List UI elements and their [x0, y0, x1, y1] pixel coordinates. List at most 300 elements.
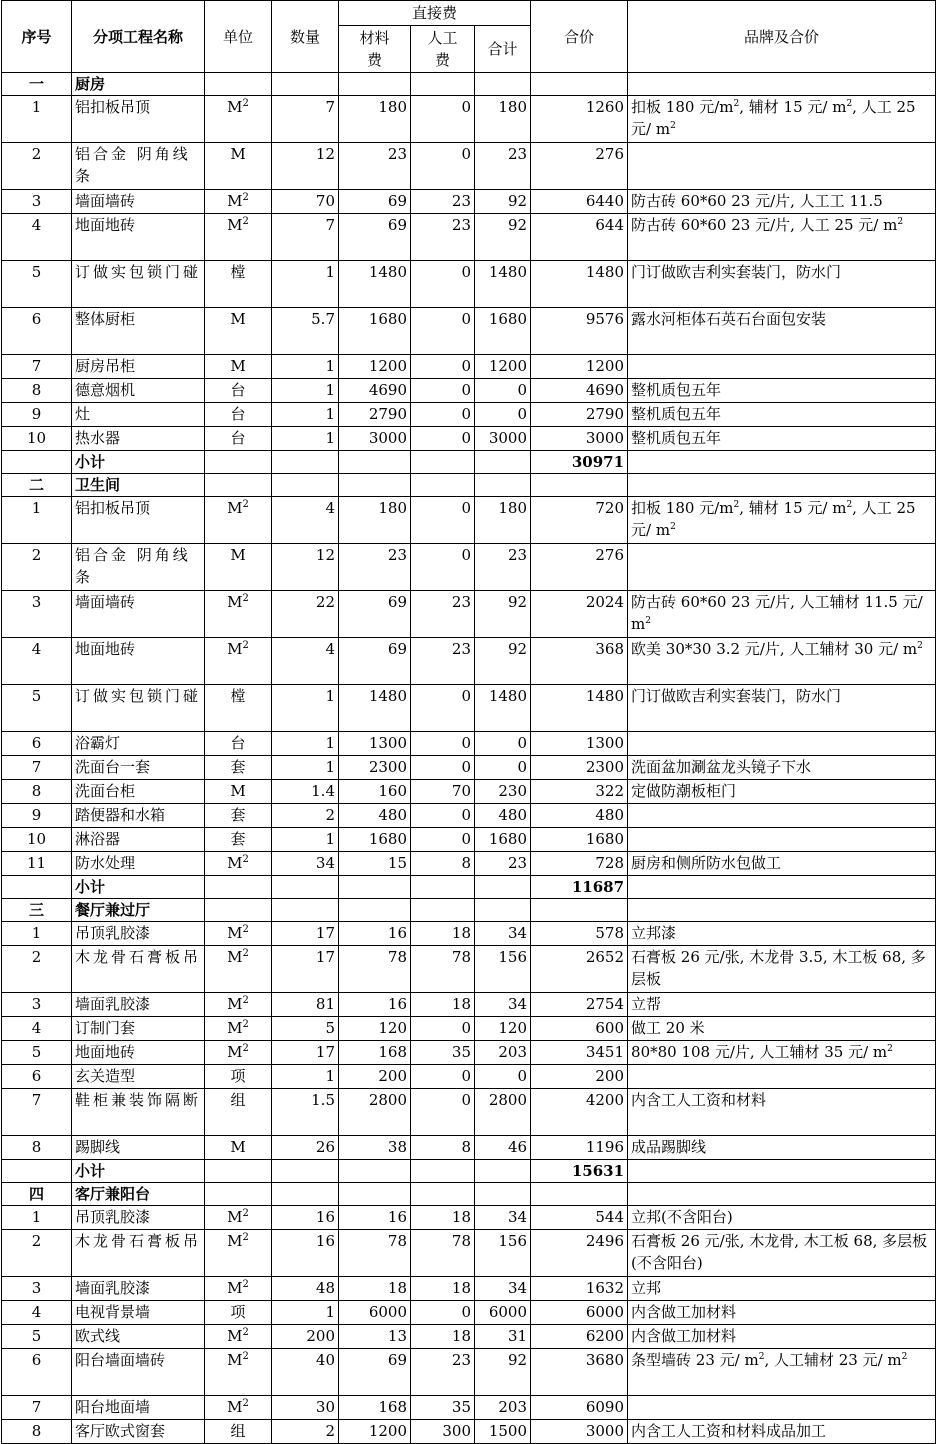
empty-cell: [272, 1183, 339, 1206]
item-material: 160: [339, 780, 411, 804]
item-name: 防水处理: [72, 852, 205, 876]
item-name: 铝合金 阴角线条: [72, 143, 205, 190]
item-brand: 厨房和侧所防水包做工: [628, 852, 936, 876]
item-name: 地面地砖: [72, 214, 205, 261]
empty-cell: [411, 474, 475, 497]
item-sum: 203: [475, 1396, 531, 1420]
item-labor: 0: [411, 308, 475, 355]
item-name: 地面地砖: [72, 1041, 205, 1065]
item-qty: 16: [272, 1206, 339, 1230]
item-price: 1300: [531, 732, 628, 756]
empty-cell: [531, 1183, 628, 1206]
item-price: 1480: [531, 685, 628, 732]
item-price: 6090: [531, 1396, 628, 1420]
item-unit: [205, 1089, 272, 1136]
item-unit: [205, 828, 272, 852]
item-no: 6: [2, 1349, 72, 1396]
empty-cell: [339, 474, 411, 497]
item-qty: 17: [272, 1041, 339, 1065]
item-unit-text: M: [230, 782, 246, 800]
item-unit: [205, 685, 272, 732]
item-row: [2, 261, 936, 308]
item-qty: 1: [272, 685, 339, 732]
item-qty: 200: [272, 1325, 339, 1349]
empty-cell: [628, 451, 936, 474]
item-sum: 1680: [475, 828, 531, 852]
item-unit: [205, 1017, 272, 1041]
item-material: 2300: [339, 756, 411, 780]
item-labor: 70: [411, 780, 475, 804]
item-row: [2, 685, 936, 732]
item-no: 6: [2, 308, 72, 355]
item-row: [2, 1206, 936, 1230]
item-material: 78: [339, 1230, 411, 1277]
item-name: 木龙骨石膏板吊: [72, 1230, 205, 1277]
item-unit: [205, 143, 272, 190]
item-qty: 1: [272, 379, 339, 403]
item-labor: 0: [411, 1089, 475, 1136]
item-sum: 3000: [475, 427, 531, 451]
section-row: [2, 1183, 936, 1206]
item-no: 2: [2, 946, 72, 993]
item-unit-text: M: [227, 1232, 243, 1250]
item-unit-text: M: [227, 216, 243, 234]
item-unit: [205, 1206, 272, 1230]
item-material: 1680: [339, 308, 411, 355]
item-qty: 1: [272, 1301, 339, 1325]
item-price: 6000: [531, 1301, 628, 1325]
item-brand: 立帮: [628, 993, 936, 1017]
empty-cell: [475, 876, 531, 899]
item-material: 16: [339, 1206, 411, 1230]
item-name: 洗面台一套: [72, 756, 205, 780]
item-sum: 0: [475, 732, 531, 756]
item-row: [2, 544, 936, 591]
item-row: [2, 403, 936, 427]
item-unit: [205, 1325, 272, 1349]
item-sum: 0: [475, 1065, 531, 1089]
item-price: 2652: [531, 946, 628, 993]
item-row: [2, 1349, 936, 1396]
item-sum: 34: [475, 1206, 531, 1230]
item-unit: [205, 1420, 272, 1444]
item-no: 3: [2, 190, 72, 214]
subtotal-value: 15631: [531, 1160, 628, 1183]
item-brand: 内含工人工资和材料成品加工: [628, 1420, 936, 1444]
item-no: 9: [2, 403, 72, 427]
item-unit: [205, 1396, 272, 1420]
item-unit-sup: 2: [242, 1327, 249, 1338]
item-unit-text: 台: [230, 405, 246, 423]
item-no: 5: [2, 685, 72, 732]
item-price: 3000: [531, 427, 628, 451]
item-no: 9: [2, 804, 72, 828]
item-qty: 1: [272, 403, 339, 427]
item-qty: 5: [272, 1017, 339, 1041]
header-qty: 数量: [272, 1, 339, 73]
item-unit: [205, 497, 272, 544]
item-brand: 内含工人工资和材料: [628, 1089, 936, 1136]
item-material: 1300: [339, 732, 411, 756]
item-name: 踢脚线: [72, 1136, 205, 1160]
item-unit-text: 樘: [230, 263, 246, 281]
item-price: 276: [531, 143, 628, 190]
item-material: 168: [339, 1041, 411, 1065]
item-no: 7: [2, 355, 72, 379]
section-no: 二: [2, 474, 72, 497]
item-labor: 78: [411, 946, 475, 993]
empty-cell: [411, 876, 475, 899]
item-qty: 17: [272, 946, 339, 993]
item-material: 3000: [339, 427, 411, 451]
item-brand: [628, 1396, 936, 1420]
item-sum: 1480: [475, 685, 531, 732]
item-qty: 70: [272, 190, 339, 214]
item-unit-text: M: [227, 593, 243, 611]
item-brand: [628, 804, 936, 828]
item-unit-text: M: [230, 546, 246, 564]
item-unit-sup: 2: [242, 948, 249, 959]
item-no: 2: [2, 544, 72, 591]
item-brand: 防古砖 60*60 23 元/片, 人工工 11.5: [628, 190, 936, 214]
item-row: [2, 1065, 936, 1089]
item-unit: [205, 1301, 272, 1325]
section-no: 三: [2, 899, 72, 922]
item-sum: 180: [475, 497, 531, 544]
item-price: 3451: [531, 1041, 628, 1065]
item-row: [2, 190, 936, 214]
item-labor: 23: [411, 214, 475, 261]
empty-cell: [411, 899, 475, 922]
item-unit-text: M: [227, 854, 243, 872]
item-no: 8: [2, 1136, 72, 1160]
item-qty: 1: [272, 355, 339, 379]
item-brand: 防古砖 60*60 23 元/片, 人工辅材 11.5 元/ $m^2$: [628, 591, 936, 638]
item-no: 4: [2, 638, 72, 685]
item-unit-sup: 2: [242, 98, 249, 109]
item-unit: [205, 922, 272, 946]
empty-cell: [272, 899, 339, 922]
item-price: 1200: [531, 355, 628, 379]
item-row: [2, 1420, 936, 1444]
empty-cell: [272, 1160, 339, 1183]
empty-cell: [628, 1160, 936, 1183]
empty-cell: [205, 451, 272, 474]
item-row: [2, 732, 936, 756]
item-name: 整体厨柜: [72, 308, 205, 355]
item-material: 23: [339, 143, 411, 190]
item-name: 阳台墙面墙砖: [72, 1349, 205, 1396]
item-qty: 1.4: [272, 780, 339, 804]
item-price: 2754: [531, 993, 628, 1017]
item-row: [2, 1017, 936, 1041]
item-name: 阳台地面墙: [72, 1396, 205, 1420]
item-no: 3: [2, 993, 72, 1017]
item-labor: 8: [411, 852, 475, 876]
empty-cell: [2, 451, 72, 474]
empty-cell: [628, 1183, 936, 1206]
item-unit-text: 台: [230, 429, 246, 447]
item-sum: 203: [475, 1041, 531, 1065]
empty-cell: [475, 73, 531, 96]
item-no: 10: [2, 427, 72, 451]
item-brand: 80*80 108 元/片, 人工辅材 35 元/ $m^2$: [628, 1041, 936, 1065]
empty-cell: [628, 474, 936, 497]
item-name: 热水器: [72, 427, 205, 451]
item-name: 客厅欧式窗套: [72, 1420, 205, 1444]
item-row: [2, 1041, 936, 1065]
item-material: 13: [339, 1325, 411, 1349]
item-no: 10: [2, 828, 72, 852]
item-price: 2496: [531, 1230, 628, 1277]
item-qty: 12: [272, 544, 339, 591]
item-unit: [205, 804, 272, 828]
item-unit-sup: 2: [242, 854, 249, 865]
item-labor: 18: [411, 993, 475, 1017]
item-row: [2, 828, 936, 852]
item-material: 23: [339, 544, 411, 591]
empty-cell: [411, 451, 475, 474]
item-sum: 156: [475, 1230, 531, 1277]
item-unit: [205, 591, 272, 638]
item-qty: 12: [272, 143, 339, 190]
item-qty: 17: [272, 922, 339, 946]
item-unit-text: 套: [230, 758, 246, 776]
item-labor: 18: [411, 922, 475, 946]
item-no: 5: [2, 1041, 72, 1065]
item-price: 480: [531, 804, 628, 828]
item-sum: 92: [475, 214, 531, 261]
empty-cell: [531, 73, 628, 96]
item-brand: [628, 732, 936, 756]
item-sum: 0: [475, 756, 531, 780]
item-unit-text: M: [227, 1043, 243, 1061]
item-price: 2024: [531, 591, 628, 638]
item-name: 墙面墙砖: [72, 591, 205, 638]
item-unit: [205, 355, 272, 379]
item-brand: 整机质包五年: [628, 379, 936, 403]
item-name: 订做实包锁门碰: [72, 261, 205, 308]
item-sum: 0: [475, 403, 531, 427]
item-sum: 92: [475, 638, 531, 685]
item-material: 18: [339, 1277, 411, 1301]
item-qty: 2: [272, 804, 339, 828]
item-qty: 26: [272, 1136, 339, 1160]
item-material: 180: [339, 497, 411, 544]
item-qty: 81: [272, 993, 339, 1017]
item-unit-text: 套: [230, 830, 246, 848]
item-unit-text: M: [230, 310, 246, 328]
item-unit: [205, 852, 272, 876]
item-material: 15: [339, 852, 411, 876]
item-material: 1200: [339, 1420, 411, 1444]
item-sum: 34: [475, 993, 531, 1017]
item-brand: 整机质包五年: [628, 403, 936, 427]
item-unit-text: M: [227, 1351, 243, 1369]
subtotal-label: 小计: [72, 1160, 205, 1183]
header-row-top: [2, 1, 936, 26]
item-brand: 条型墙砖 23 元/ $m^2$, 人工辅材 23 元/ $m^2$: [628, 1349, 936, 1396]
section-row: [2, 899, 936, 922]
item-material: 16: [339, 993, 411, 1017]
item-unit-text: M: [227, 1327, 243, 1345]
item-labor: 0: [411, 143, 475, 190]
item-material: 1200: [339, 355, 411, 379]
item-labor: 0: [411, 828, 475, 852]
item-qty: 1: [272, 261, 339, 308]
empty-cell: [339, 451, 411, 474]
item-material: 180: [339, 96, 411, 143]
item-no: 4: [2, 214, 72, 261]
item-name: 电视背景墙: [72, 1301, 205, 1325]
empty-cell: [272, 474, 339, 497]
empty-cell: [272, 876, 339, 899]
item-unit-text: 组: [230, 1091, 246, 1109]
item-brand: 门订做欧吉利实套装门，防水门: [628, 261, 936, 308]
item-unit: [205, 732, 272, 756]
item-name: 鞋柜兼装饰隔断: [72, 1089, 205, 1136]
item-no: 7: [2, 756, 72, 780]
item-qty: 1: [272, 732, 339, 756]
item-unit-sup: 2: [242, 1398, 249, 1409]
item-name: 地面地砖: [72, 638, 205, 685]
section-title: 客厅兼阳台: [72, 1183, 205, 1206]
item-name: 淋浴器: [72, 828, 205, 852]
item-qty: 2: [272, 1420, 339, 1444]
empty-cell: [205, 1183, 272, 1206]
item-unit-text: M: [227, 1279, 243, 1297]
item-no: 1: [2, 1206, 72, 1230]
item-unit-sup: 2: [242, 1279, 249, 1290]
item-sum: 0: [475, 379, 531, 403]
header-price: 合价: [531, 1, 628, 73]
item-unit-sup: 2: [242, 1232, 249, 1243]
item-name: 铝扣板吊顶: [72, 96, 205, 143]
item-sum: 92: [475, 591, 531, 638]
item-no: 8: [2, 379, 72, 403]
item-row: [2, 1277, 936, 1301]
item-price: 728: [531, 852, 628, 876]
item-brand: 立邦漆: [628, 922, 936, 946]
item-material: 69: [339, 1349, 411, 1396]
item-name: 踏便器和水箱: [72, 804, 205, 828]
section-title: 餐厅兼过厅: [72, 899, 205, 922]
item-unit-text: 项: [230, 1303, 246, 1321]
item-labor: 23: [411, 638, 475, 685]
item-sum: 2800: [475, 1089, 531, 1136]
empty-cell: [475, 899, 531, 922]
item-no: 7: [2, 1396, 72, 1420]
item-unit: [205, 190, 272, 214]
empty-cell: [2, 876, 72, 899]
item-material: 4690: [339, 379, 411, 403]
item-name: 墙面乳胶漆: [72, 993, 205, 1017]
item-price: 276: [531, 544, 628, 591]
item-brand: 门订做欧吉利实套装门，防水门: [628, 685, 936, 732]
section-title: 卫生间: [72, 474, 205, 497]
item-brand: 定做防潮板柜门: [628, 780, 936, 804]
item-sum: 31: [475, 1325, 531, 1349]
item-row: [2, 355, 936, 379]
item-material: 168: [339, 1396, 411, 1420]
item-unit-sup: 2: [242, 1043, 249, 1054]
item-qty: 7: [272, 96, 339, 143]
section-no: 四: [2, 1183, 72, 1206]
item-no: 8: [2, 1420, 72, 1444]
item-price: 1196: [531, 1136, 628, 1160]
item-row: [2, 1136, 936, 1160]
item-brand: 内含做工加材料: [628, 1325, 936, 1349]
item-material: 6000: [339, 1301, 411, 1325]
item-price: 4200: [531, 1089, 628, 1136]
header-labor: 人工费: [411, 26, 475, 73]
item-row: [2, 1230, 936, 1277]
empty-cell: [339, 73, 411, 96]
item-no: 1: [2, 497, 72, 544]
item-sum: 230: [475, 780, 531, 804]
item-name: 木龙骨石膏板吊: [72, 946, 205, 993]
item-material: 480: [339, 804, 411, 828]
item-unit-sup: 2: [242, 640, 249, 651]
item-brand: [628, 143, 936, 190]
item-labor: 78: [411, 1230, 475, 1277]
item-no: 6: [2, 732, 72, 756]
item-price: 322: [531, 780, 628, 804]
item-brand: [628, 355, 936, 379]
item-price: 200: [531, 1065, 628, 1089]
item-name: 玄关造型: [72, 1065, 205, 1089]
header-direct: 直接费: [339, 1, 531, 26]
item-sum: 46: [475, 1136, 531, 1160]
empty-cell: [205, 1160, 272, 1183]
item-sum: 120: [475, 1017, 531, 1041]
item-row: [2, 96, 936, 143]
item-unit-text: M: [227, 192, 243, 210]
item-labor: 0: [411, 732, 475, 756]
item-unit-text: 组: [230, 1422, 246, 1440]
item-brand: 洗面盆加涮盆龙头镜子下水: [628, 756, 936, 780]
item-brand: 成品踢脚线: [628, 1136, 936, 1160]
item-price: 720: [531, 497, 628, 544]
item-qty: 40: [272, 1349, 339, 1396]
item-material: 2800: [339, 1089, 411, 1136]
item-sum: 1480: [475, 261, 531, 308]
item-unit-text: M: [227, 1208, 243, 1226]
item-unit-sup: 2: [242, 1019, 249, 1030]
subtotal-label: 小计: [72, 876, 205, 899]
item-sum: 23: [475, 143, 531, 190]
empty-cell: [2, 1160, 72, 1183]
item-material: 1680: [339, 828, 411, 852]
item-row: [2, 638, 936, 685]
item-material: 1480: [339, 261, 411, 308]
item-brand: 扣板 180 元$/m^2$, 辅材 15 元/ $m^2$, 人工 25 元/ $m^2$: [628, 497, 936, 544]
item-price: 4690: [531, 379, 628, 403]
item-labor: 0: [411, 544, 475, 591]
item-row: [2, 379, 936, 403]
item-unit-sup: 2: [242, 1351, 249, 1362]
item-labor: 0: [411, 1017, 475, 1041]
item-unit: [205, 1041, 272, 1065]
item-name: 吊顶乳胶漆: [72, 922, 205, 946]
header-brand: 品牌及合价: [628, 1, 936, 73]
item-row: [2, 143, 936, 190]
item-price: 368: [531, 638, 628, 685]
item-name: 墙面乳胶漆: [72, 1277, 205, 1301]
item-row: [2, 427, 936, 451]
empty-cell: [411, 1160, 475, 1183]
item-name: 铝扣板吊顶: [72, 497, 205, 544]
